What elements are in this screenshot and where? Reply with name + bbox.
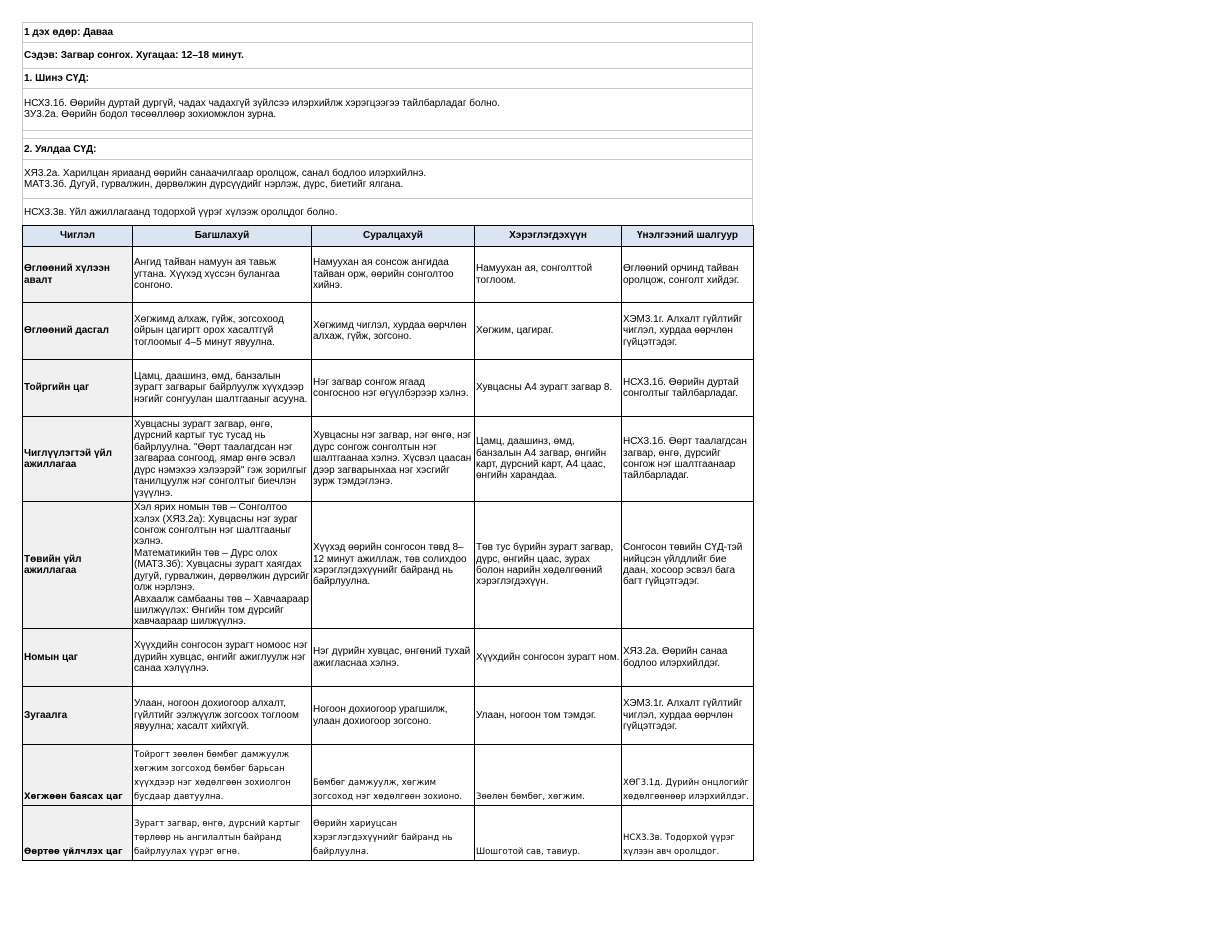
learner-cell: Намуухан ая сонсож ангидаа тайван орж, өөрийн сонголтоо хийнэ.	[312, 247, 475, 303]
learner-cell: Хувцасны нэг загвар, нэг өнгө, нэг дүрс сонгож сонголтын нэг шалтгаанаа хэлнэ. Хүсвэл цаасан дээр загварынхаа нэг хэсгийг зурж тэмдэглэнэ.	[312, 417, 475, 502]
day-heading: 1 дэх өдөр: Даваа	[22, 22, 753, 42]
spacer-row	[22, 130, 753, 138]
row-label: Номын цаг	[23, 629, 133, 687]
row-label: Чиглүүлэгтэй үйл ажиллагаа	[23, 417, 133, 502]
section2-line: ХЯ3.2а. Харилцан яриаанд өөрийн санаачилгаар оролцож, санал бодлоо илэрхийлнэ.	[24, 168, 427, 179]
materials-cell: Улаан, ногоон том тэмдэг.	[475, 687, 622, 745]
table-row	[23, 360, 754, 417]
teacher-cell: Улаан, ногоон дохиогоор алхалт, гүйлтийг ээлжүүлж зогсоох тоглоом явуулна; хасалт хийхгүй.	[133, 687, 312, 745]
materials-cell: Намуухан ая, сонголттой тоглоом.	[475, 247, 622, 303]
section2-line: МАТ3.3б. Дугуй, гурвалжин, дөрвөлжин дүрсүүдийг нэрлэж, дүрс, биетийг ялгана.	[24, 179, 404, 190]
criteria-cell: Өглөөний орчинд тайван оролцож, сонголт хийдэг.	[622, 247, 754, 303]
materials-cell: Зөөлөн бөмбөг, хөгжим.	[475, 745, 622, 806]
teacher-cell: Хөгжимд алхаж, гүйж, зогсохоод ойрын цагиргт орох хасалтгүй тоглоомыг 4–5 минут явуулна.	[133, 303, 312, 360]
teacher-cell: Ангид тайван намуун ая тавьж угтана. Хүүхэд хүссэн булангаа сонгоно.	[133, 247, 312, 303]
row-label: Өглөөний дасгал	[23, 303, 133, 360]
theme-heading: Сэдэв: Загвар сонгох. Хугацаа: 12–18 минут.	[22, 42, 753, 68]
learner-cell: Хөгжимд чиглэл, хурдаа өөрчлөн алхаж, гүйж, зогсоно.	[312, 303, 475, 360]
section1-line: ЗУ3.2а. Өөрийн бодол төсөөллөөр зохиомжлон зурна.	[24, 109, 277, 120]
criteria-cell: НСХ3.1б. Өөрт таалагдсан загвар, өнгө, дүрсийг сонгож нэг шалтгаанаар тайлбарладаг.	[622, 417, 754, 502]
teacher-cell: Цамц, даашинз, өмд, банзалын зурагт загварыг байрлуулж хүүхдээр нэгийг сонгуулан шалтгааныг асууна.	[133, 360, 312, 417]
learner-cell: Ногоон дохиогоор урагшилж, улаан дохиогоор зогсоно.	[312, 687, 475, 745]
criteria-cell: ХЯ3.2а. Өөрийн санаа бодлоо илэрхийлдэг.	[622, 629, 754, 687]
row-label: Зугаалга	[23, 687, 133, 745]
table-row	[23, 629, 754, 687]
teacher-cell	[133, 502, 312, 629]
row-label: Хөгжөөн баясах цаг	[23, 745, 133, 806]
table-row	[23, 806, 754, 861]
table-row	[23, 303, 754, 360]
criteria-cell: НСХ3.1б. Өөрийн дуртай сонголтыг тайлбарладаг.	[622, 360, 754, 417]
section1-standards	[22, 88, 753, 130]
column-header: Үнэлгээний шалгуур	[622, 226, 754, 247]
teacher-cell: Хүүхдийн сонгосон зурагт номоос нэг дүрийн хувцас, өнгийг ажиглуулж нэг санаа хэлүүлнэ.	[133, 629, 312, 687]
column-header: Суралцахуй	[312, 226, 475, 247]
learner-cell: Өөрийн хариуцсан хэрэглэгдэхүүнийг байранд нь байрлуулна.	[312, 806, 475, 861]
materials-cell: Хувцасны А4 зурагт загвар 8.	[475, 360, 622, 417]
criteria-cell: ХЭМ3.1г. Алхалт гүйлтийг чиглэл, хурдаа өөрчлөн гүйцэтгэдэг.	[622, 687, 754, 745]
teacher-cell	[133, 417, 312, 502]
materials-cell: Шошготой сав, тавиур.	[475, 806, 622, 861]
table-header-row	[23, 226, 754, 247]
learner-cell: Хүүхэд өөрийн сонгосон төвд 8–12 минут ажиллаж, төв солихдоо хэрэглэгдэхүүнийг байранд нь байрлуулна.	[312, 502, 475, 629]
table-row	[23, 687, 754, 745]
learner-cell: Нэг загвар сонгож ягаад сонгосноо нэг өгүүлбэрээр хэлнэ.	[312, 360, 475, 417]
criteria-cell: Сонгосон төвийн СҮД-тэй нийцсэн үйлдлийг бие даан, хосоор эсвэл бага багт гүйцэтгэдэг.	[622, 502, 754, 629]
table-row	[23, 502, 754, 629]
materials-cell: Хөгжим, цагираг.	[475, 303, 622, 360]
materials-cell: Хүүхдийн сонгосон зурагт ном.	[475, 629, 622, 687]
materials-cell: Төв тус бүрийн зурагт загвар, дүрс, өнгийн цаас, зурах болон нарийн хөдөлгөөний хэрэглэгдэхүүн.	[475, 502, 622, 629]
section1-title: 1. Шинэ СҮД:	[22, 68, 753, 88]
row-label: Тойргийн цаг	[23, 360, 133, 417]
criteria-cell: ХӨГ3.1д. Дүрийн онцлогийг хөдөлгөөнөөр илэрхийлдэг.	[622, 745, 754, 806]
row-label: Төвийн үйл ажиллагаа	[23, 502, 133, 629]
teacher-cell: Тойрогт зөөлөн бөмбөг дамжуулж хөгжим зогсоход бөмбөг барьсан хүүхдээр нэг хөдөлгөөн зохиолгон бусдаар давтуулна.	[133, 745, 312, 806]
learner-cell: Бөмбөг дамжуулж, хөгжим зогсоход нэг хөдөлгөөн зохионо.	[312, 745, 475, 806]
activity-table	[22, 225, 754, 861]
row-label: Өөртөө үйлчлэх цаг	[23, 806, 133, 861]
section2-standards	[22, 159, 753, 198]
materials-cell: Цамц, даашинз, өмд, банзалын А4 загвар, өнгийн карт, дүрсний карт, А4 цаас, өнгийн харандаа.	[475, 417, 622, 502]
criteria-cell: НСХ3.3в. Тодорхой үүрэг хүлээн авч оролцдог.	[622, 806, 754, 861]
teacher-text: Хэл ярих номын төв – Сонголтоо хэлэх (ХЯ3.2а): Хувцасны нэг зураг сонгож сонголтын нэг шалтгааныг хэлнэ. Математикийн төв – Дүрс олох (МАТ3.3б): Хувцасны зурагт хаягдах дугуй, гурвалжин, дөрвөлжин дүрсийг олж нэрлэнэ. Авхаалж самбааны төв – Хавчаараар шилжүүлэх: Өнгийн том дүрсийг хавчаараар шилжүүлнэ.	[134, 502, 310, 628]
section1-line: НСХ3.1б. Өөрийн дуртай дургүй, чадах чадахгүй зүйлсээ илэрхийлж хэрэгцээгээ тайлбарладаг болно.	[24, 98, 501, 109]
learner-cell: Нэг дүрийн хувцас, өнгөний тухай ажигласнаа хэлнэ.	[312, 629, 475, 687]
lesson-plan-sheet	[22, 22, 753, 861]
teacher-text: Хувцасны зурагт загвар, өнгө, дүрсний картыг тус тусад нь байрлуулна. "Өөрт таалагдсан нэг загвараа сонгоод, ямар өнгө эсвэл дүрс нэмэхээ хэлээрэй" гэж зорилгыг танилцуулж нэг сонголтыг биечлэн үзүүлнэ.	[134, 419, 307, 499]
table-row	[23, 417, 754, 502]
section2-title: 2. Уялдаа СҮД:	[22, 138, 753, 159]
teacher-cell: Зурагт загвар, өнгө, дүрсний картыг төрлөөр нь ангилалтын байранд байрлуулах үүрэг өгнө.	[133, 806, 312, 861]
section2-extra: НСХ3.3в. Үйл ажиллагаанд тодорхой үүрэг хүлээж оролцдог болно.	[22, 198, 753, 225]
table-row	[23, 745, 754, 806]
column-header: Багшлахуй	[133, 226, 312, 247]
criteria-cell: ХЭМ3.1г. Алхалт гүйлтийг чиглэл, хурдаа өөрчлөн гүйцэтгэдэг.	[622, 303, 754, 360]
column-header: Хэрэглэгдэхүүн	[475, 226, 622, 247]
table-row	[23, 247, 754, 303]
row-label: Өглөөний хүлээн авалт	[23, 247, 133, 303]
column-header: Чиглэл	[23, 226, 133, 247]
